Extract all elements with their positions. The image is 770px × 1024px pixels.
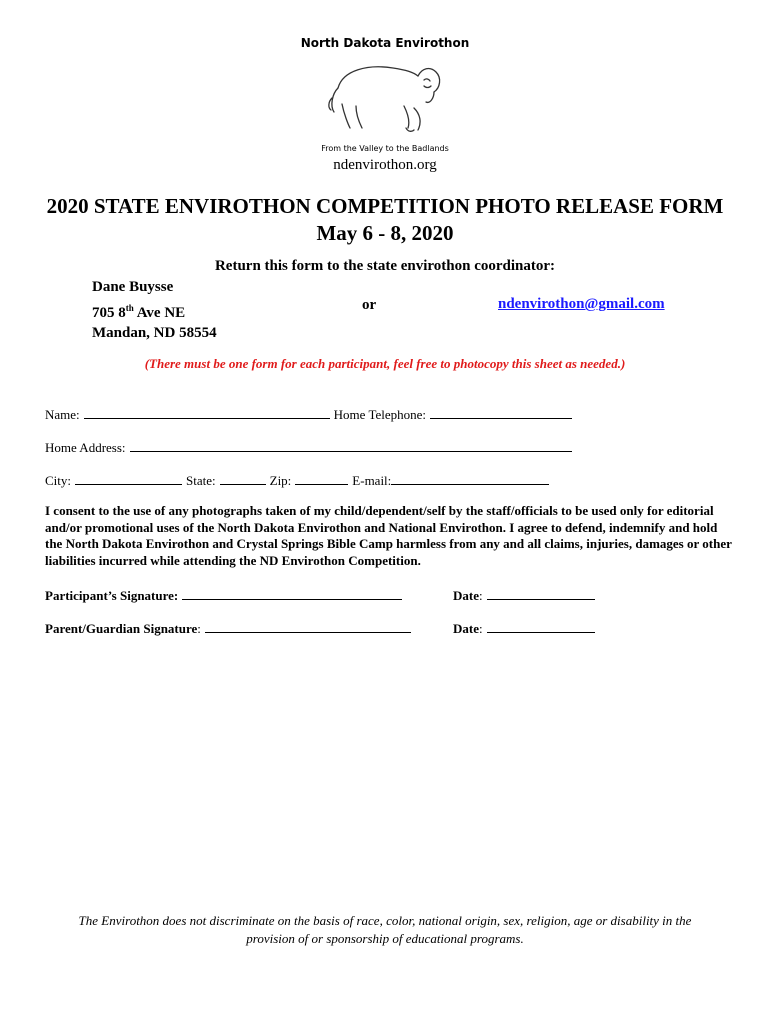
- website-text: ndenvirothon.org: [333, 157, 437, 173]
- or-text: or: [362, 297, 377, 313]
- city-field[interactable]: [75, 472, 182, 485]
- phone-field[interactable]: [430, 406, 572, 419]
- phone-label: Home Telephone:: [333, 407, 427, 422]
- parent-signature-row: Parent/Guardian Signature:: [45, 620, 415, 637]
- title-dates: May 6 - 8, 2020: [316, 221, 454, 245]
- address-field[interactable]: [130, 439, 572, 452]
- parent-date-row: Date:: [453, 620, 599, 637]
- street-address: 705 8th Ave NE: [92, 302, 186, 321]
- title-line-1: 2020 STATE ENVIROTHON COMPETITION PHOTO RELEASE FORM: [46, 194, 724, 218]
- name-phone-row: [45, 406, 576, 423]
- zip-label: Zip:: [269, 473, 292, 488]
- return-instruction: Return this form to the state envirothon coordinator:: [214, 258, 556, 274]
- email-label: E-mail:: [352, 473, 392, 488]
- footer-line-2: provision of or sponsorship of educational programs.: [246, 931, 524, 946]
- participant-date-field[interactable]: [487, 587, 595, 600]
- city-state-zip: Mandan, ND 58554: [92, 325, 217, 341]
- copy-note: (There must be one form for each participant, feel free to photocopy this sheet as needed.): [144, 356, 626, 371]
- bison-drawing-icon: [318, 58, 448, 138]
- tagline: From the Valley to the Badlands: [321, 144, 449, 153]
- non-discrimination-footer: [0, 912, 770, 948]
- form-title: [0, 193, 770, 247]
- org-name: North Dakota Envirothon: [300, 36, 470, 50]
- parent-signature-label: Parent/Guardian Signature: [45, 621, 198, 636]
- date-label: Date: [453, 588, 479, 603]
- participant-signature-label: Participant’s Signature:: [45, 588, 179, 603]
- name-field[interactable]: [84, 406, 330, 419]
- participant-signature-row: [45, 587, 406, 604]
- parent-signature-field[interactable]: [205, 620, 411, 633]
- state-label: State:: [186, 473, 216, 488]
- coordinator-name: Dane Buysse: [92, 279, 174, 295]
- participant-signature-field[interactable]: [182, 587, 402, 600]
- city-state-zip-row: [45, 472, 553, 489]
- city-label: City:: [45, 473, 72, 488]
- parent-date-field[interactable]: [487, 620, 595, 633]
- email-link[interactable]: ndenvirothon@gmail.com: [498, 296, 665, 312]
- participant-date-row: Date:: [453, 587, 599, 604]
- email-field[interactable]: [391, 472, 549, 485]
- zip-field[interactable]: [295, 472, 348, 485]
- consent-paragraph: I consent to the use of any photographs taken of my child/dependent/self by the staff/officials to be used only for editorial and/or promotional uses of the North Dakota Envirothon and National Envirothon. I agree to defend, indemnify and hold the North Dakota Envirothon and Crystal Springs Bible Camp harmless from any and all claims, injuries, damages or other liabilities incurred while attending the ND Envirothon Competition.: [45, 503, 732, 568]
- address-row: [45, 439, 576, 456]
- date-label: Date: [453, 621, 479, 636]
- address-label: Home Address:: [45, 440, 126, 455]
- state-field[interactable]: [220, 472, 266, 485]
- coordinator-address: [92, 277, 217, 344]
- footer-line-1: The Envirothon does not discriminate on the basis of race, color, national origin, sex, religion, age or disability in the: [78, 913, 692, 928]
- name-label: Name:: [45, 407, 80, 422]
